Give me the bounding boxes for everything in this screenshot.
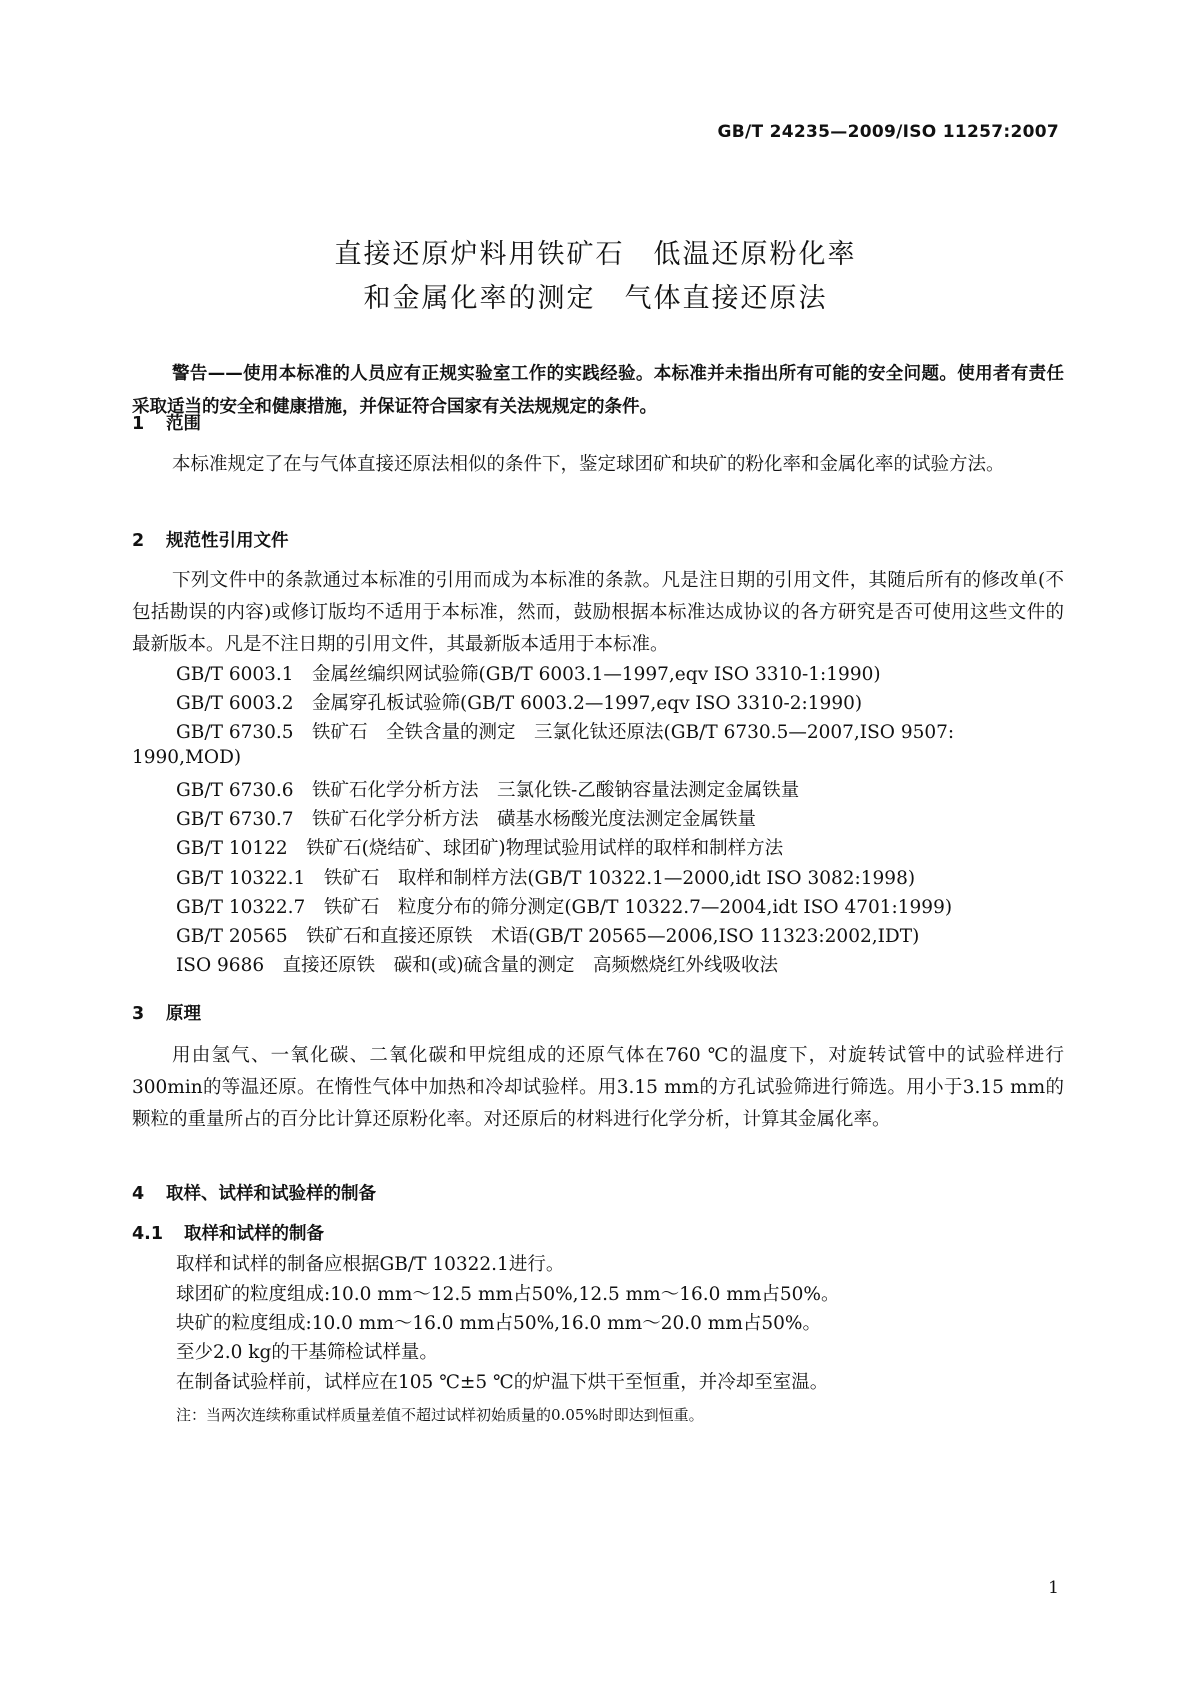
- warning-paragraph: 警告——使用本标准的人员应有正规实验室工作的实践经验。本标准并未指出所有可能的安全问题。使用者有责任采取适当的安全和健康措施，并保证符合国家有关法规规定的条件。: [132, 364, 1064, 417]
- reference-item: GB/T 10322.7 铁矿石 粒度分布的筛分测定(GB/T 10322.7—2004,idt ISO 4701:1999): [176, 897, 953, 918]
- reference-item: ISO 9686 直接还原铁 碳和(或)硫含量的测定 高频燃烧红外线吸收法: [176, 955, 779, 976]
- section-title: 规范性引用文件: [166, 531, 289, 551]
- document-title-line-1: 直接还原炉料用铁矿石 低温还原粉化率: [334, 239, 857, 270]
- subsection-line: 球团矿的粒度组成:10.0 mm～12.5 mm占50%,12.5 mm～16.0 mm占50%。: [176, 1284, 840, 1305]
- section-title: 范围: [166, 414, 201, 434]
- standard-code: GB/T 24235—2009/ISO 11257:2007: [717, 122, 1059, 142]
- subsection-line: 在制备试验样前，试样应在105 ℃±5 ℃的炉温下烘干至恒重，并冷却至室温。: [176, 1372, 829, 1393]
- section-title: 取样、试样和试验样的制备: [166, 1184, 376, 1204]
- subsection-4-1-heading: [132, 1220, 324, 1245]
- section-2-text: 下列文件中的条款通过本标准的引用而成为本标准的条款。凡是注日期的引用文件，其随后所有的修改单(不包括勘误的内容)或修订版均不适用于本标准，然而，鼓励根据本标准达成协议的各方研究是否可使用这些文件的最新版本。凡是不注日期的引用文件，其最新版本适用于本标准。: [132, 570, 1064, 655]
- note-text: 注：当两次连续称重试样质量差值不超过试样初始质量的0.05%时即达到恒重。: [176, 1406, 704, 1424]
- subsection-line: 至少2.0 kg的干基筛检试样量。: [176, 1342, 438, 1363]
- section-title: 原理: [166, 1004, 201, 1024]
- section-2-heading: [132, 527, 289, 552]
- reference-item: GB/T 6003.1 金属丝编织网试验筛(GB/T 6003.1—1997,eqv ISO 3310-1:1990): [176, 664, 881, 685]
- subsection-line: 取样和试样的制备应根据GB/T 10322.1进行。: [176, 1254, 565, 1275]
- section-1-text: 本标准规定了在与气体直接还原法相似的条件下，鉴定球团矿和块矿的粉化率和金属化率的试验方法。: [172, 454, 1005, 475]
- section-number: 1: [132, 414, 145, 434]
- page-number: 1: [1048, 1578, 1059, 1598]
- reference-item: GB/T 6730.7 铁矿石化学分析方法 磺基水杨酸光度法测定金属铁量: [176, 809, 757, 830]
- section-1-heading: [132, 410, 201, 435]
- reference-item: GB/T 6730.5 铁矿石 全铁含量的测定 三氯化钛还原法(GB/T 6730.5—2007,ISO 9507:: [176, 722, 955, 743]
- section-number: 2: [132, 531, 145, 551]
- section-3-text: 用由氢气、一氧化碳、二氧化碳和甲烷组成的还原气体在760 ℃的温度下，对旋转试管中的试验样进行300min的等温还原。在惰性气体中加热和冷却试验样。用3.15 mm的方孔试验筛进行筛选。用小于3.15 mm的颗粒的重量所占的百分比计算还原粉化率。对还原后的材料进行化学分析，计算其金属化率。: [132, 1045, 1064, 1130]
- section-4-heading: [132, 1180, 376, 1205]
- reference-item: GB/T 10122 铁矿石(烧结矿、球团矿)物理试验用试样的取样和制样方法: [176, 838, 784, 859]
- subsection-title: 取样和试样的制备: [184, 1224, 324, 1244]
- reference-item: GB/T 6003.2 金属穿孔板试验筛(GB/T 6003.2—1997,eqv ISO 3310-2:1990): [176, 693, 863, 714]
- reference-item: GB/T 20565 铁矿石和直接还原铁 术语(GB/T 20565—2006,ISO 11323:2002,IDT): [176, 926, 920, 947]
- subsection-number: 4.1: [132, 1224, 164, 1244]
- reference-item: GB/T 6730.6 铁矿石化学分析方法 三氯化铁-乙酸钠容量法测定金属铁量: [176, 780, 800, 801]
- section-number: 3: [132, 1004, 145, 1024]
- section-number: 4: [132, 1184, 145, 1204]
- section-3-heading: [132, 1000, 201, 1025]
- reference-item: GB/T 10322.1 铁矿石 取样和制样方法(GB/T 10322.1—2000,idt ISO 3082:1998): [176, 868, 916, 889]
- subsection-line: 块矿的粒度组成:10.0 mm～16.0 mm占50%,16.0 mm～20.0 mm占50%。: [176, 1313, 821, 1334]
- document-title-line-2: 和金属化率的测定 气体直接还原法: [363, 283, 828, 314]
- reference-item-continuation: 1990,MOD): [132, 747, 242, 768]
